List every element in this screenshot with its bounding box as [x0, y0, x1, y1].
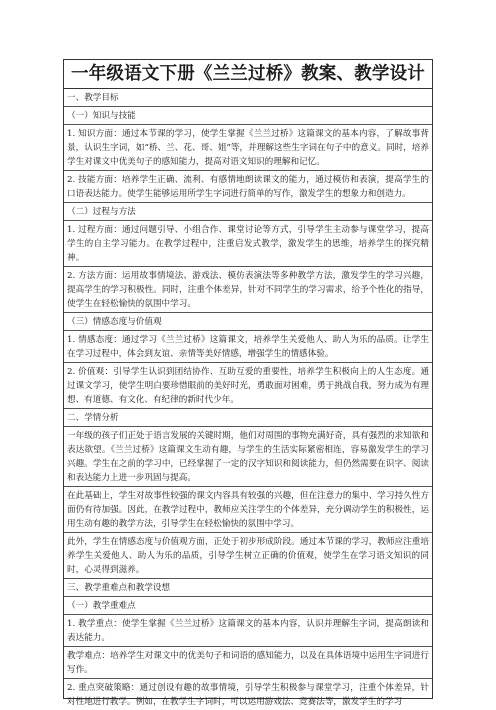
paragraph: 教学难点：培养学生对课文中的优美句子和词语的感知能力，以及在具体语境中运用生字词进行写作。 [64, 647, 432, 679]
paragraph: 此外，学生在情感态度与价值观方面，正处于初步形成阶段。通过本节课的学习，教师应注重培养学生关爱他人、助人为乐的品质，引导学生树立正确的价值观，使学生在学习语文知识的同时，心灵得到滋养。 [64, 533, 432, 579]
paragraph: 在此基础上，学生对故事性较强的课文内容具有较强的兴趣，但在注意力的集中、学习持久性方面仍有待加强。因此，在教学过程中，教师应关注学生的个体差异，充分调动学生的积极性，运用生动有趣的教学方法，引导学生在轻松愉快的氛围中学习。 [64, 487, 432, 533]
section-heading: 一、教学目标 [64, 89, 432, 107]
paragraph: 2. 价值观：引导学生认识到团结协作、互助互爱的重要性，培养学生积极向上的人生态度。通过课文学习，使学生明白要珍惜眼前的美好时光，勇敢面对困难，勇于挑战自我，努力成为有理想、有道德、有文化、有纪律的新时代少年。 [64, 363, 432, 409]
subsection-heading: （一）知识与技能 [64, 107, 432, 125]
section-heading: 三、教学重难点和教学设想 [64, 579, 432, 597]
paragraph: 2. 技能方面：培养学生正确、流利、有感情地朗读课文的能力，通过模仿和表演，提高学生的口语表达能力。使学生能够运用所学生字词进行简单的写作，激发学生的想象力和创造力。 [64, 171, 432, 203]
section-heading: 二、学情分析 [64, 409, 432, 427]
subsection-heading: （一）教学重难点 [64, 597, 432, 615]
subsection-heading: （二）过程与方法 [64, 203, 432, 221]
paragraph: 一年级的孩子们正处于语言发展的关键时期，他们对周围的事物充满好奇，具有强烈的求知欲和表达欲望。《兰兰过桥》这篇课文生动有趣，与学生的生活实际紧密相连，容易激发学生的学习兴趣。学生在之前的学习中，已经掌握了一定的汉字知识和阅读能力，但仍然需要在识字、阅读和表达能力上进一步巩固与提高。 [64, 427, 432, 487]
paragraph: 1. 知识方面：通过本节课的学习，使学生掌握《兰兰过桥》这篇课文的基本内容，了解故事背景，认识生字词，如“桥、兰、花、哥、姐”等，并理解这些生字词在句子中的意义。同时，培养学生对课文中优美句子的感知能力，提高对语文知识的理解和记忆。 [64, 125, 432, 171]
paragraph: 1. 教学重点：使学生掌握《兰兰过桥》这篇课文的基本内容，认识并理解生字词，提高朗读和表达能力。 [64, 615, 432, 647]
paragraph: 1. 情感态度：通过学习《兰兰过桥》这篇课文，培养学生关爱他人、助人为乐的品质。让学生在学习过程中，体会到友谊、亲情等美好情感，增强学生的情感体验。 [64, 331, 432, 363]
paragraph: 2. 重点突破策略：通过创设有趣的故事情境，引导学生积极参与课堂学习，注重个体差异，针对性地进行教学。例如，在教学生字词时，可以运用游戏法、竞赛法等，激发学生的学习 [67, 682, 429, 707]
paragraph: 2. 方法方面：运用故事情境法、游戏法、模仿表演法等多种教学方法，激发学生的学习兴趣，提高学生的学习积极性。同时，注重个体差异，针对不同学生的学习需求，给予个性化的指导，使学生在轻松愉快的氛围中学习。 [64, 267, 432, 313]
document-page [63, 59, 433, 707]
subsection-heading: （三）情感态度与价值观 [64, 313, 432, 331]
paragraph: 1. 过程方面：通过问题引导、小组合作、课堂讨论等方式，引导学生主动参与课堂学习，提高学生的自主学习能力。在教学过程中，注重启发式教学，激发学生的思维，培养学生的探究精神。 [64, 221, 432, 267]
document-title: 一年级语文下册《兰兰过桥》教案、教学设计 [64, 60, 432, 89]
